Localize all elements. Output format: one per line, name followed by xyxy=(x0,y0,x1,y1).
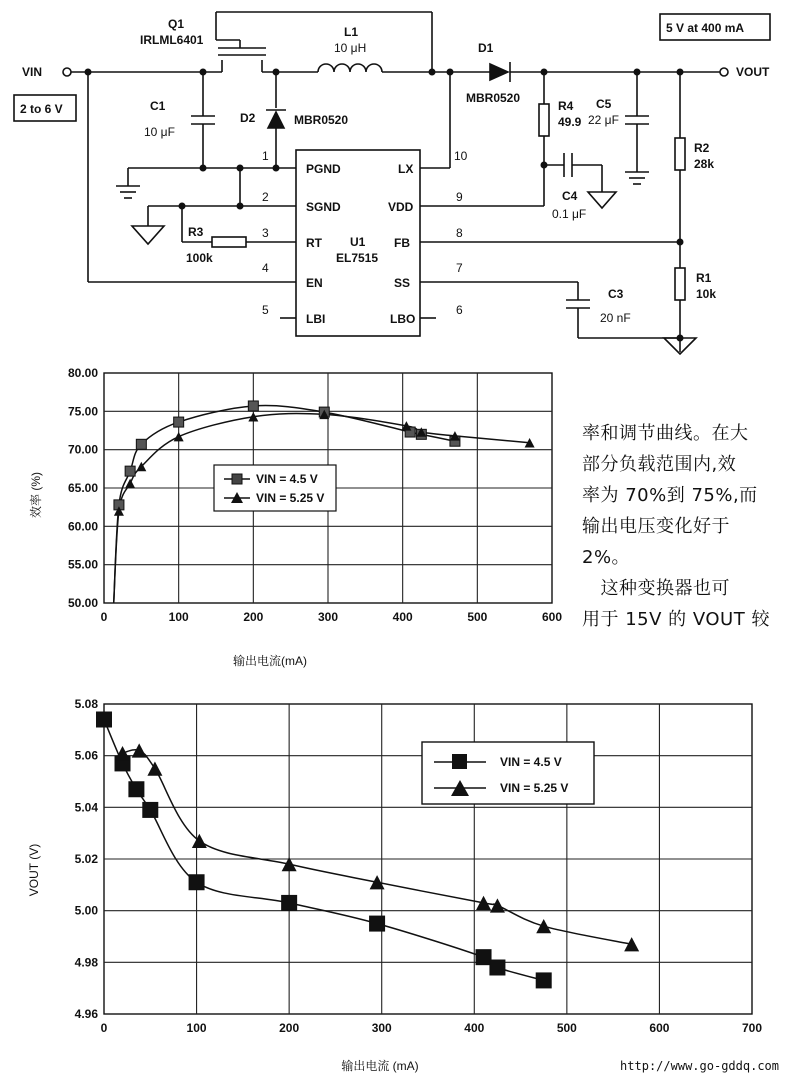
data-point-square xyxy=(189,875,204,890)
d1-part: MBR0520 xyxy=(466,91,521,105)
c5-val: 22 μF xyxy=(588,113,619,127)
vout-spec: 5 V at 400 mA xyxy=(666,21,745,35)
y-tick-label: 55.00 xyxy=(67,557,98,572)
y-axis-label: VOUT (V) xyxy=(27,843,41,897)
y-tick-label: 60.00 xyxy=(67,519,98,534)
data-point-square xyxy=(282,895,297,910)
y-tick-label: 5.04 xyxy=(74,800,98,815)
pin-name: EN xyxy=(306,276,323,290)
body-text xyxy=(582,418,782,635)
l1-val: 10 μH xyxy=(334,41,367,55)
data-point-square xyxy=(490,960,505,975)
r4-val: 49.9 xyxy=(558,115,582,129)
y-tick-label: 5.08 xyxy=(74,697,98,711)
text-line: 用于 15V 的 VOUT 较 xyxy=(582,609,770,630)
x-tick-label: 400 xyxy=(464,1021,485,1035)
pin-name: SGND xyxy=(306,200,341,214)
text-line: 率和调节曲线。在大 xyxy=(582,423,749,444)
x-tick-label: 100 xyxy=(186,1021,207,1035)
x-tick-label: 500 xyxy=(467,610,488,624)
data-point-square xyxy=(143,802,158,817)
legend-label: VIN = 5.25 V xyxy=(500,781,569,795)
data-point-square xyxy=(97,712,112,727)
y-tick-label: 4.98 xyxy=(74,955,98,970)
vin-label: VIN xyxy=(22,65,43,79)
text-line: 率为 70%到 75%,而 xyxy=(582,485,758,506)
pin-name: PGND xyxy=(306,162,341,176)
x-tick-label: 300 xyxy=(371,1021,392,1035)
r3-val: 100k xyxy=(186,251,213,265)
x-tick-label: 200 xyxy=(243,610,264,624)
data-point-square xyxy=(129,782,144,797)
watermark: http://www.go-gddq.com xyxy=(620,1059,779,1073)
circuit-schematic xyxy=(0,0,787,355)
y-tick-label: 4.96 xyxy=(74,1007,98,1021)
x-axis-label: 输出电流(mA) xyxy=(233,654,307,668)
l1-ref: L1 xyxy=(344,25,359,39)
data-point-square xyxy=(125,466,135,476)
pin-name: LBI xyxy=(306,312,326,326)
y-tick-label: 5.00 xyxy=(74,903,98,918)
data-point-square xyxy=(370,916,385,931)
data-point-square xyxy=(248,401,258,411)
q1-part: IRLML6401 xyxy=(140,33,204,47)
pin-name: VDD xyxy=(388,200,414,214)
legend-label: VIN = 5.25 V xyxy=(256,491,325,505)
r1-ref: R1 xyxy=(696,271,712,285)
q1-ref: Q1 xyxy=(168,17,185,31)
y-tick-label: 75.00 xyxy=(67,404,98,419)
x-tick-label: 0 xyxy=(100,610,108,624)
pin-name: LX xyxy=(398,162,414,176)
x-tick-label: 500 xyxy=(556,1021,577,1035)
c1-ref: C1 xyxy=(150,99,166,113)
y-tick-label: 70.00 xyxy=(67,442,98,457)
y-tick-label: 5.02 xyxy=(74,852,98,866)
text-line: 部分负载范围内,效 xyxy=(582,454,737,475)
legend xyxy=(422,742,594,804)
y-tick-label: 65.00 xyxy=(67,481,98,495)
pin-num: 9 xyxy=(456,190,463,204)
vout-label: VOUT xyxy=(736,65,770,79)
x-tick-label: 0 xyxy=(100,1021,108,1035)
pin-num: 7 xyxy=(456,261,463,275)
y-axis-label: 效率 (%) xyxy=(29,472,43,518)
pin-num: 2 xyxy=(262,190,269,204)
c3-val: 20 nF xyxy=(600,311,631,325)
legend xyxy=(214,465,336,511)
c3-ref: C3 xyxy=(608,287,624,301)
r1-val: 10k xyxy=(696,287,717,301)
x-tick-label: 700 xyxy=(741,1021,763,1035)
pin-name: FB xyxy=(394,236,410,250)
x-tick-label: 600 xyxy=(541,610,563,624)
legend-label: VIN = 4.5 V xyxy=(500,755,562,769)
d2-part: MBR0520 xyxy=(294,113,349,127)
ic-ref: U1 xyxy=(350,235,366,249)
x-axis-label: 输出电流 (mA) xyxy=(341,1059,419,1073)
data-point-square xyxy=(136,439,146,449)
x-tick-label: 400 xyxy=(392,610,413,624)
pin-num: 6 xyxy=(456,303,463,317)
r3-ref: R3 xyxy=(188,225,204,239)
r4-ref: R4 xyxy=(558,99,574,113)
data-point-square xyxy=(536,973,551,988)
c4-val: 0.1 μF xyxy=(552,207,587,221)
c1-val: 10 μF xyxy=(144,125,175,139)
pin-num: 10 xyxy=(454,149,468,163)
pin-name: RT xyxy=(306,236,322,250)
y-tick-label: 5.06 xyxy=(74,748,98,763)
data-point-square xyxy=(476,950,491,965)
x-tick-label: 200 xyxy=(279,1021,300,1035)
data-point-square xyxy=(174,417,184,427)
vin-range: 2 to 6 V xyxy=(20,102,63,116)
legend-label: VIN = 4.5 V xyxy=(256,472,318,486)
pin-num: 1 xyxy=(262,149,269,163)
r2-ref: R2 xyxy=(694,141,710,155)
x-tick-label: 100 xyxy=(168,610,189,624)
pin-num: 8 xyxy=(456,226,463,240)
text-line: 这种变换器也可 xyxy=(582,578,730,599)
c5-ref: C5 xyxy=(596,97,612,111)
pin-num: 3 xyxy=(262,226,269,240)
efficiency-chart xyxy=(0,355,580,685)
pin-num: 5 xyxy=(262,303,269,317)
text-line: 输出电压变化好于 xyxy=(582,516,730,537)
r2-val: 28k xyxy=(694,157,715,171)
y-tick-label: 50.00 xyxy=(67,596,98,610)
pin-name: SS xyxy=(394,276,411,290)
x-tick-label: 300 xyxy=(317,610,339,624)
x-tick-label: 600 xyxy=(649,1021,670,1035)
pin-name: LBO xyxy=(390,312,416,326)
d2-ref: D2 xyxy=(240,111,256,125)
pin-num: 4 xyxy=(262,261,269,275)
c4-ref: C4 xyxy=(562,189,578,203)
vout-chart xyxy=(0,690,787,1079)
ic-part: EL7515 xyxy=(336,251,379,265)
text-line: 2%。 xyxy=(582,547,631,568)
d1-ref: D1 xyxy=(478,41,494,55)
y-tick-label: 80.00 xyxy=(67,366,98,380)
